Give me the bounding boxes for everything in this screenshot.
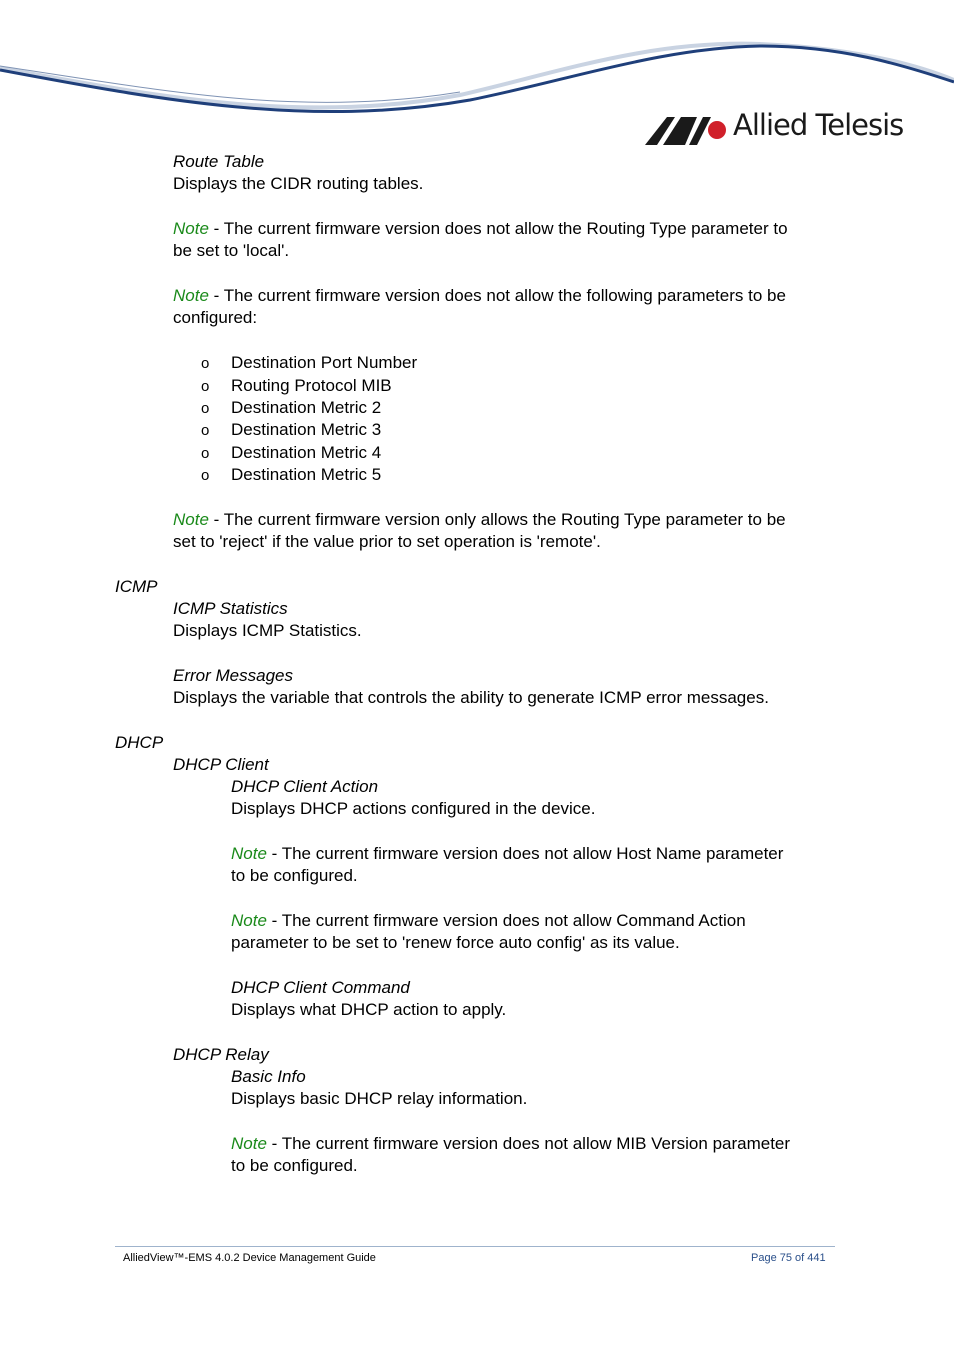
dhcp-client-command-heading: DHCP Client Command — [231, 978, 410, 997]
list-item: Destination Metric 3 — [231, 420, 382, 439]
dhcp-note-2-cont: parameter to be set to 'renew force auto config' as its value. — [231, 933, 680, 952]
route-table-note-2 — [173, 285, 786, 307]
logo-mark-icon — [645, 115, 727, 145]
route-table-note-3 — [173, 509, 786, 531]
footer-divider — [115, 1246, 835, 1247]
icmp-heading: ICMP — [115, 577, 158, 596]
dhcp-note-2 — [231, 910, 746, 932]
list-item: Destination Metric 5 — [231, 465, 382, 484]
note-label: Note — [173, 286, 209, 305]
bullet-icon: o — [201, 400, 210, 417]
dhcp-note-1-cont: to be configured. — [231, 866, 358, 885]
dhcp-note-3 — [231, 1133, 790, 1155]
list-item: Routing Protocol MIB — [231, 376, 392, 395]
route-table-note-3-cont: set to 'reject' if the value prior to set operation is 'remote'. — [173, 532, 601, 551]
dhcp-note-1 — [231, 843, 783, 865]
error-messages-desc: Displays the variable that controls the ability to generate ICMP error messages. — [173, 688, 769, 707]
basic-info-heading: Basic Info — [231, 1067, 306, 1086]
dhcp-client-action-heading: DHCP Client Action — [231, 777, 379, 796]
bullet-icon: o — [201, 422, 210, 439]
note-text: - The current firmware version does not allow Command Action — [266, 911, 746, 930]
basic-info-desc: Displays basic DHCP relay information. — [231, 1089, 528, 1108]
footer-document-title: AlliedView™-EMS 4.0.2 Device Management Guide — [123, 1252, 376, 1264]
allied-telesis-logo — [645, 108, 905, 148]
note-label: Note — [231, 911, 267, 930]
route-table-note-1 — [173, 218, 788, 240]
error-messages-heading: Error Messages — [173, 666, 293, 685]
route-table-note-1-cont: be set to 'local'. — [173, 241, 290, 260]
note-label: Note — [173, 219, 209, 238]
bullet-icon: o — [201, 445, 210, 462]
note-label: Note — [231, 1134, 267, 1153]
note-text: - The current firmware version does not allow MIB Version parameter — [266, 1134, 791, 1153]
list-item: Destination Metric 2 — [231, 398, 382, 417]
dhcp-relay-heading: DHCP Relay — [173, 1045, 269, 1064]
bullet-icon: o — [201, 355, 210, 372]
dhcp-heading: DHCP — [115, 733, 164, 752]
note-text: - The current firmware version only allows the Routing Type parameter to be — [208, 510, 786, 529]
note-text: - The current firmware version does not allow Host Name parameter — [266, 844, 784, 863]
list-item: Destination Metric 4 — [231, 443, 382, 462]
list-item: Destination Port Number — [231, 353, 418, 372]
note-text: - The current firmware version does not allow the following parameters to be — [208, 286, 786, 305]
note-label: Note — [173, 510, 209, 529]
dhcp-client-heading: DHCP Client — [173, 755, 269, 774]
route-table-note-2-cont: configured: — [173, 308, 258, 327]
icmp-statistics-desc: Displays ICMP Statistics. — [173, 621, 362, 640]
note-text: - The current firmware version does not allow the Routing Type parameter to — [208, 219, 788, 238]
dhcp-client-action-desc: Displays DHCP actions configured in the device. — [231, 799, 596, 818]
footer-page-number: Page 75 of 441 — [751, 1252, 826, 1264]
bullet-icon: o — [201, 467, 210, 484]
route-table-desc: Displays the CIDR routing tables. — [173, 174, 424, 193]
dhcp-note-3-cont: to be configured. — [231, 1156, 358, 1175]
dhcp-client-command-desc: Displays what DHCP action to apply. — [231, 1000, 507, 1019]
logo-text: Allied Telesis — [733, 108, 904, 142]
bullet-icon: o — [201, 378, 210, 395]
route-table-heading: Route Table — [173, 152, 265, 171]
note-label: Note — [231, 844, 267, 863]
icmp-statistics-heading: ICMP Statistics — [173, 599, 288, 618]
